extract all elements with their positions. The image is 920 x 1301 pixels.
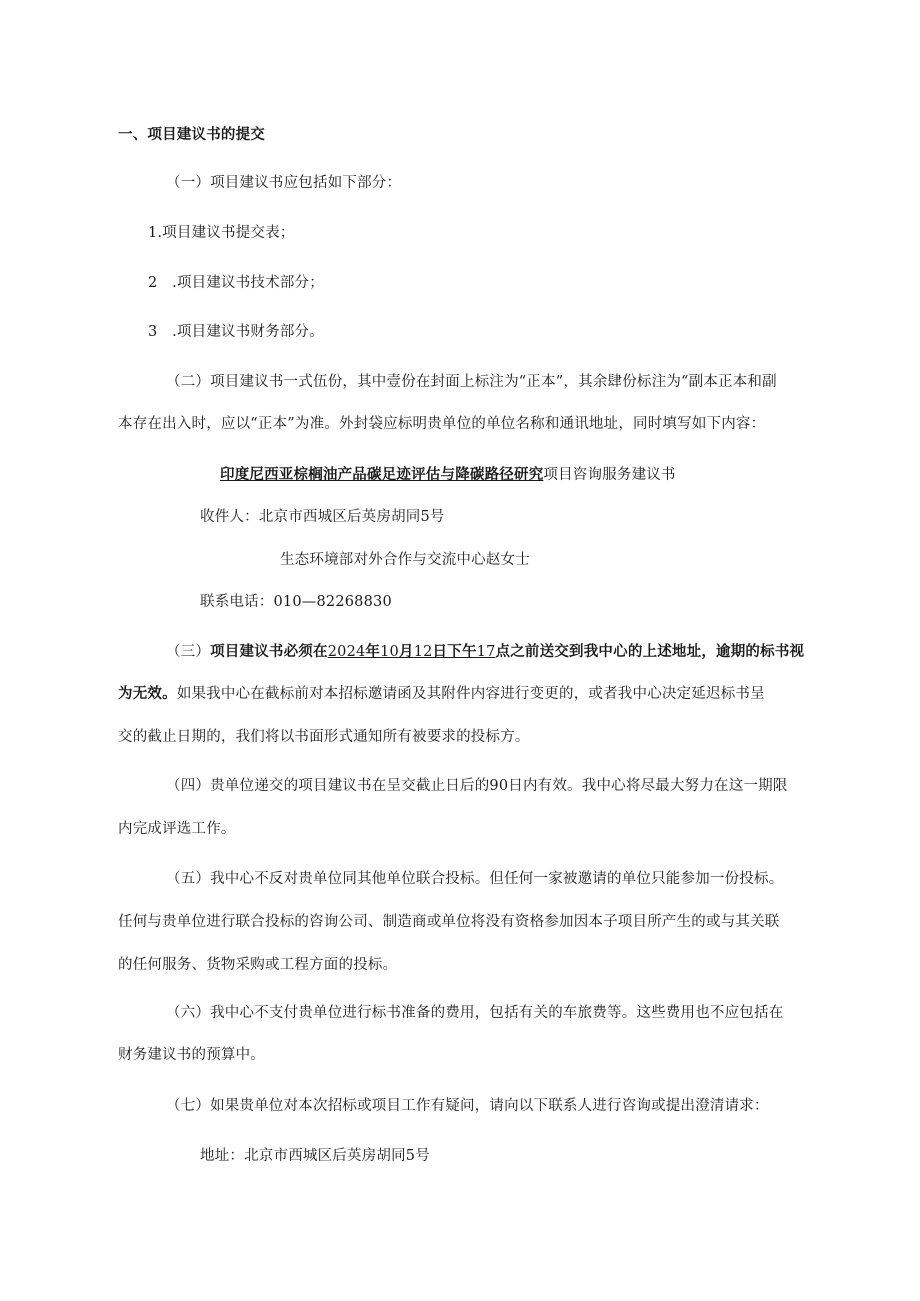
p6-line-2: 财务建议书的预算中。 [118,1047,265,1063]
p5-line-3: 的任何服务、货物采购或工程方面的投标。 [118,957,398,973]
p3-bold-e: 点之前送交到我中心的上述地址，逾期的标书视 [495,643,805,660]
deadline-day: 12 [413,644,433,660]
p3-bold-d: 日下午 [432,643,477,660]
p4-line-1: （四）贵单位递交的项目建议书在呈交截止日后的90日内有效。我中心将尽最大努力在这一期限 [166,778,788,794]
p6-line-1: （六）我中心不支付贵单位进行标书准备的费用，包括有关的车旅费等。这些费用也不应包括在 [166,1005,784,1021]
p1-item-1: 1.项目建议书提交表； [148,225,295,241]
p2-line-2: 本存在出入时，应以“正本”为准。外封袋应标明贵单位的单位名称和通讯地址，同时填写如下内容： [118,416,766,432]
p5-line-2: 任何与贵单位进行联合投标的咨询公司、制造商或单位将没有资格参加因本子项目所产生的或与其关联 [118,914,780,930]
contact-phone: 联系电话：010—82268830 [200,594,392,610]
p1-item-3: 3 .项目建议书财务部分。 [148,324,324,340]
p3-line-3: 交的截止日期的，我们将以书面形式通知所有被要求的投标方。 [118,729,530,745]
deadline-month: 10 [380,644,399,660]
p7-line-1: （七）如果贵单位对本次招标或项目工作有疑问，请向以下联系人进行咨询或提出澄清请求： [166,1098,769,1114]
p3-bold-c: 月 [398,643,414,660]
envelope-title-line [220,465,676,485]
p1-intro: （一）项目建议书应包括如下部分： [166,175,402,191]
p3-bold-a: 项目建议书必须在 [210,643,328,660]
p5-line-1: （五）我中心不反对贵单位同其他单位联合投标。但任何一家被邀请的单位只能参加一份投标。 [166,871,784,887]
p3-line2-bold: 为无效。 [118,685,177,702]
p3-prefix: （三） [166,644,211,660]
p3-line-1 [166,642,804,662]
deadline-year: 2024 [327,644,366,660]
p2-line-1: （二）项目建议书一式伍份，其中壹份在封面上标注为“正本”，其余肆份标注为“副本正本和副 [166,374,777,390]
project-title: 印度尼西亚棕榈油产品碳足迹评估与降碳路径研究 [220,466,544,483]
recipient-address: 收件人：北京市西城区后英房胡同5号 [200,509,445,525]
contact-address: 地址：北京市西城区后英房胡同5号 [200,1148,430,1164]
deadline-hour: 17 [476,644,496,660]
project-suffix: 项目咨询服务建议书 [543,467,676,483]
p3-bold-b: 年 [365,643,381,660]
p1-item-2: 2 .项目建议书技术部分； [148,275,324,291]
p4-line-2: 内完成评选工作。 [118,821,236,837]
p3-line-2 [118,684,765,704]
section-heading: 一、项目建议书的提交 [118,127,265,143]
p3-line2-rest: 如果我中心在截标前对本招标邀请函及其附件内容进行变更的，或者我中心决定延迟标书呈 [176,686,765,702]
recipient-org: 生态环境部对外合作与交流中心赵女士 [280,552,530,568]
